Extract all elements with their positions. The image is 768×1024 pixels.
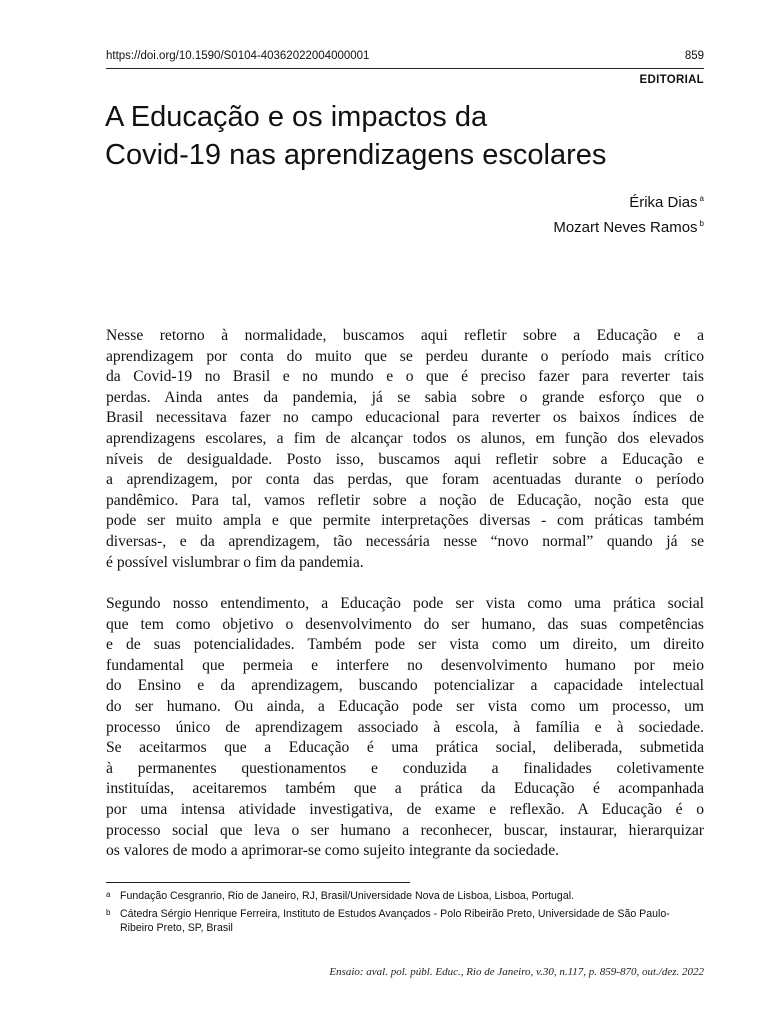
doi-link[interactable]: https://doi.org/10.1590/S0104-40362022004000001	[106, 50, 370, 62]
text-line: à permanentes questionamentos e conduzida a finalidades coletivamente	[106, 759, 704, 777]
page-number: 859	[684, 50, 704, 62]
article-title	[105, 98, 725, 174]
text-line: fundamental que permeia e interfere no desenvolvimento humano por meio	[106, 656, 704, 674]
footnote	[106, 907, 706, 935]
text-line: níveis de desigualdade. Posto isso, buscamos aqui refletir sobre a Educação e	[106, 450, 704, 468]
author-list	[553, 188, 704, 238]
journal-citation: Ensaio: aval. pol. públ. Educ., Rio de Janeiro, v.30, n.117, p. 859-870, out./dez. 2022	[329, 966, 704, 978]
text-line: pandêmico. Para tal, vamos refletir sobre a noção de Educação, noção esta que	[106, 491, 704, 509]
text-line: diversas-, e da aprendizagem, tão necessária nesse “novo normal” quando já se	[106, 532, 704, 550]
text-line: do ser humano. Ou ainda, a Educação pode ser vista como um processo, um	[106, 697, 704, 715]
text-line: por uma intensa atividade investigativa, de exame e reflexão. A Educação é o	[106, 800, 704, 818]
text-line: processo social que leva o ser humano a reconhecer, buscar, instaurar, hierarquizar	[106, 821, 704, 839]
text-line: os valores de modo a aprimorar-se como sujeito integrante da sociedade.	[106, 842, 560, 860]
footnotes	[106, 889, 706, 939]
footnote	[106, 889, 706, 903]
footnote-mark: b	[106, 908, 111, 917]
footnote-text: Cátedra Sérgio Henrique Ferreira, Instituto de Estudos Avançados - Polo Ribeirão Preto, Universidade de São Paulo- Ribeiro Preto, SP, Brasil	[120, 908, 670, 934]
text-line: Se aceitarmos que a Educação é uma prática social, deliberada, submetida	[106, 739, 704, 757]
author-name: Érika Dias	[629, 194, 698, 211]
paragraph-1	[106, 326, 704, 573]
author	[553, 213, 704, 238]
text-line: processo único de aprendizagem associado à escola, à família e à sociedade.	[106, 718, 704, 736]
author-affiliation-mark: b	[699, 219, 704, 228]
title-line: A Educação e os impactos da	[105, 101, 488, 133]
text-line: que tem como objetivo o desenvolvimento do ser humano, das suas competências	[106, 615, 704, 633]
text-line: aprendizagens escolares, a fim de alcançar todos os alunos, em função dos elevados	[106, 429, 704, 447]
text-line: instituídas, aceitaremos também que a prática da Educação é acompanhada	[106, 780, 704, 798]
text-line: e de suas potencialidades. Também pode ser vista como um direito, um direito	[106, 636, 704, 654]
header-rule	[106, 68, 704, 69]
text-line: da Covid-19 no Brasil e no mundo e o que é preciso fazer para reverter tais	[106, 368, 704, 386]
text-line: pode ser muito ampla e que permite interpretações diversas - com práticas também	[106, 512, 704, 530]
text-line: Segundo nosso entendimento, a Educação pode ser vista como uma prática social	[106, 595, 704, 612]
text-line: perdas. Ainda antes da pandemia, já se sabia sobre o grande esforço que o	[106, 388, 704, 406]
footnote-text: Fundação Cesgranrio, Rio de Janeiro, RJ, Brasil/Universidade Nova de Lisboa, Lisboa, Portugal.	[120, 890, 575, 902]
author-affiliation-mark: a	[699, 194, 704, 203]
title-line: Covid-19 nas aprendizagens escolares	[105, 139, 607, 171]
author-name: Mozart Neves Ramos	[553, 219, 698, 236]
text-line: aprendizagem por conta do muito que se perdeu durante o período mais crítico	[106, 347, 704, 365]
text-line: Nesse retorno à normalidade, buscamos aqui refletir sobre a Educação e a	[106, 327, 704, 344]
text-line: a aprendizagem, por conta das perdas, que foram acentuadas durante o período	[106, 471, 704, 489]
text-line: do Ensino e da aprendizagem, buscando potencializar a capacidade intelectual	[106, 677, 704, 695]
footnote-rule	[106, 882, 410, 883]
section-label: EDITORIAL	[639, 74, 704, 86]
text-line: é possível vislumbrar o fim da pandemia.	[106, 553, 364, 571]
author	[553, 188, 704, 213]
text-line: Brasil necessitava fazer no campo educacional para reverter os baixos índices de	[106, 409, 704, 427]
paragraph-2	[106, 594, 704, 862]
footnote-mark: a	[106, 890, 111, 899]
